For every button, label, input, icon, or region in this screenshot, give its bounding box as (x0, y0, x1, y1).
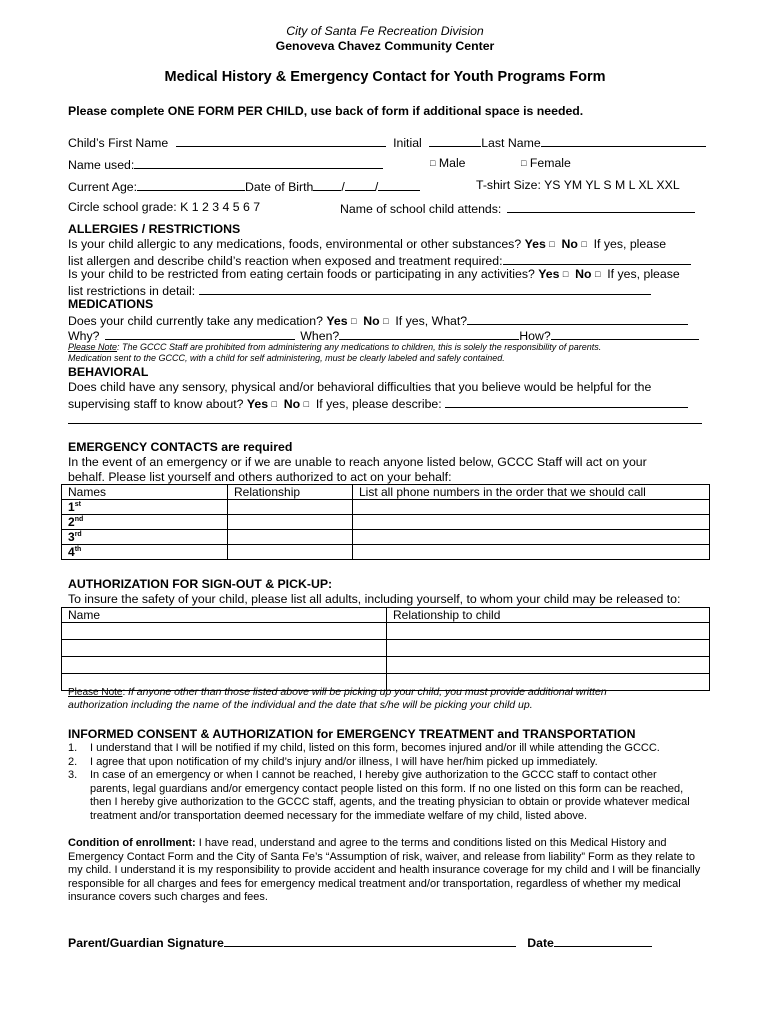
medication-note-label: Please Note (68, 342, 118, 352)
signature-label: Parent/Guardian Signature (68, 936, 224, 950)
contact-2-relationship-cell[interactable] (228, 515, 353, 530)
table-row (62, 623, 710, 640)
list-item-number: 2. (68, 755, 78, 768)
allergy-yes-checkbox[interactable]: □ (549, 239, 555, 249)
medication-no-label: No (363, 314, 380, 328)
condition-label: Condition of enrollment: (68, 837, 196, 849)
pickup-relationship-cell[interactable] (387, 623, 710, 640)
behavioral-extra-line[interactable] (68, 423, 702, 424)
dob-day-field[interactable] (345, 179, 375, 191)
column-header-name: Name (62, 608, 387, 623)
male-checkbox[interactable]: □ (430, 158, 436, 168)
page-title: Medical History & Emergency Contact for Youth Programs Form (164, 69, 606, 85)
age-label: Current Age: (68, 180, 138, 194)
dob-label: Date of Birth (245, 180, 314, 194)
table-row (62, 657, 710, 674)
behavioral-question-line2 (68, 396, 688, 410)
contact-4-phone-cell[interactable] (353, 545, 710, 560)
behavioral-if-yes: If yes, please describe: (315, 397, 442, 411)
contact-3-relationship-cell[interactable] (228, 530, 353, 545)
age-field[interactable] (137, 179, 245, 191)
contact-1-relationship-cell[interactable] (228, 500, 353, 515)
school-row (340, 201, 695, 215)
restriction-question-text: Is your child to be restricted from eating certain foods or participating in any activities? (68, 267, 535, 281)
list-item-text: In case of an emergency or when I cannot be reached, I hereby give authorization to the GCCC staff to contact other parents, legal guardians and/or emergency contact people listed on this form. If no one listed on this form can be reached, then I hereby give authorization to the GCCC staff, agents, and the treating physician to obtain or provide whatever medical treatment and/or transportation deemed necessary for the immediate welfare of my child, listed above. (90, 769, 690, 822)
medication-question (68, 313, 688, 327)
row-ordinal-suffix: nd (74, 516, 84, 523)
how-field[interactable] (551, 328, 699, 340)
medication-note-text: : The GCCC Staff are prohibited from administering any medications to children, this is solely the responsibility of parents. (117, 342, 602, 352)
row-ordinal-suffix: th (74, 546, 82, 553)
female-label: Female (529, 156, 571, 170)
contact-4-relationship-cell[interactable] (228, 545, 353, 560)
behavioral-question: Does child have any sensory, physical and/or behavioral difficulties that you believe would be helpful for the (68, 380, 652, 394)
pickup-note-line2: authorization including the name of the individual and the date that s/he will be picking your child up. (68, 699, 533, 711)
emergency-instructions: In the event of an emergency or if we are unable to reach anyone listed below, GCCC Staff will act on your (68, 455, 647, 469)
row-number: 1 (68, 500, 75, 514)
dob-sep-2: / (374, 180, 379, 194)
behavioral-yes-checkbox[interactable]: □ (271, 399, 277, 409)
center-name: Genoveva Chavez Community Center (275, 39, 495, 53)
behavioral-no-checkbox[interactable]: □ (303, 399, 310, 409)
tshirt-size-options[interactable]: T-shirt Size: YS YM YL S M L XL XXL (476, 178, 680, 192)
medication-if-yes: If yes, What? (395, 314, 468, 328)
restriction-yes-label: Yes (538, 267, 560, 281)
allergy-detail-field[interactable] (503, 253, 691, 265)
pickup-note (68, 687, 607, 698)
allergy-no-label: No (561, 237, 578, 251)
restriction-no-label: No (575, 267, 592, 281)
consent-heading: INFORMED CONSENT & AUTHORIZATION for EMERGENCY TREATMENT and TRANSPORTATION (68, 727, 636, 741)
pickup-name-cell[interactable] (62, 640, 387, 657)
name-used-field[interactable] (134, 157, 383, 169)
pickup-name-cell[interactable] (62, 623, 387, 640)
pickup-instructions: To insure the safety of your child, please list all adults, including yourself, to whom your child may be released to: (68, 592, 681, 606)
row-number: 2 (68, 515, 75, 529)
row-number: 3 (68, 530, 75, 544)
male-option[interactable] (430, 157, 466, 169)
why-label: Why? (68, 329, 100, 343)
list-item-text: I understand that I will be notified if my child, listed on this form, becomes injured and/or ill while attending the GCCC. (90, 742, 660, 754)
column-header-phone: List all phone numbers in the order that we should call (353, 485, 710, 500)
restriction-if-yes: If yes, please (607, 267, 680, 281)
behavioral-heading: BEHAVIORAL (68, 365, 149, 379)
when-field[interactable] (339, 328, 519, 340)
first-name-label: Child’s First Name (68, 136, 169, 150)
table-row (62, 545, 710, 560)
column-header-names: Names (62, 485, 228, 500)
restriction-no-checkbox[interactable]: □ (594, 269, 601, 279)
contact-1-name-cell[interactable] (62, 500, 228, 515)
emergency-contacts-table (61, 484, 710, 560)
contact-3-phone-cell[interactable] (353, 530, 710, 545)
medication-note-line2: Medication sent to the GCCC, with a child for self administering, must be clearly labeled and safely contained. (68, 353, 505, 363)
contact-3-name-cell[interactable] (62, 530, 228, 545)
restriction-detail-field[interactable] (199, 283, 651, 295)
dob-year-field[interactable] (378, 179, 420, 191)
list-item-text: I agree that upon notification of my child’s injury and/or illness, I will have her/him picked up immediately. (90, 755, 598, 768)
pickup-note-colon: : (122, 687, 126, 698)
pickup-note-text: If anyone other than those listed above will be picking up your child, you must provide additional written (128, 686, 607, 698)
behavioral-question-text: supervising staff to know about? (68, 397, 244, 411)
signature-field[interactable] (224, 935, 516, 947)
table-row (62, 500, 710, 515)
when-label: When? (300, 329, 340, 343)
condition-of-enrollment (68, 837, 704, 905)
why-field[interactable] (105, 328, 295, 340)
name-used-row (68, 157, 383, 171)
allergy-question-text: Is your child allergic to any medications, foods, environmental or other substances? (68, 237, 522, 251)
date-label: Date (527, 936, 554, 950)
medication-details-row (68, 328, 699, 342)
first-name-field[interactable] (176, 135, 386, 147)
restriction-yes-checkbox[interactable]: □ (562, 269, 569, 279)
last-name-label: Last Name (481, 136, 541, 150)
pickup-table (61, 607, 710, 691)
allergy-question (68, 238, 666, 250)
contact-2-name-cell[interactable] (62, 515, 228, 530)
contact-1-phone-cell[interactable] (353, 500, 710, 515)
pickup-relationship-cell[interactable] (387, 657, 710, 674)
contact-2-phone-cell[interactable] (353, 515, 710, 530)
medication-note (68, 343, 601, 352)
female-option[interactable] (521, 157, 571, 169)
table-header-row (62, 608, 710, 623)
behavioral-describe-field[interactable] (445, 396, 688, 408)
allergy-if-yes: If yes, please (593, 237, 667, 251)
restriction-detail-row (68, 283, 651, 297)
emergency-heading: EMERGENCY CONTACTS are required (68, 440, 293, 454)
first-name-row (68, 135, 706, 149)
pickup-name-cell[interactable] (62, 657, 387, 674)
table-row (62, 530, 710, 545)
list-item (68, 756, 698, 770)
medication-yes-label: Yes (326, 314, 348, 328)
row-ordinal-suffix: rd (74, 531, 82, 538)
list-item (68, 769, 698, 823)
school-label: Name of school child attends: (340, 202, 502, 216)
restriction-question (68, 268, 680, 280)
emergency-instructions-line2: behalf. Please list yourself and others authorized to act on your behalf: (68, 470, 452, 484)
behavioral-yes-label: Yes (246, 397, 269, 411)
division-name: City of Santa Fe Recreation Division (286, 24, 484, 38)
table-header-row (62, 485, 710, 500)
how-label: How? (519, 329, 551, 343)
allergy-no-checkbox[interactable]: □ (581, 239, 587, 249)
row-ordinal-suffix: st (74, 501, 81, 508)
pickup-relationship-cell[interactable] (387, 640, 710, 657)
list-item-number: 1. (68, 742, 78, 754)
contact-4-name-cell[interactable] (62, 545, 228, 560)
medication-yes-checkbox[interactable]: □ (351, 316, 357, 326)
allergy-detail-label: list allergen and describe child’s reaction when exposed and treatment required: (68, 254, 503, 268)
male-label: Male (438, 156, 466, 170)
allergy-detail-row (68, 253, 691, 267)
name-used-label: Name used: (68, 158, 135, 172)
row-number: 4 (68, 545, 75, 559)
age-dob-row (68, 179, 420, 193)
school-grade-options[interactable]: Circle school grade: K 1 2 3 4 5 6 7 (68, 200, 261, 214)
pickup-note-label: Please Note (68, 687, 123, 698)
medication-question-text: Does your child currently take any medication? (68, 314, 323, 328)
allergies-heading: ALLERGIES / RESTRICTIONS (68, 222, 241, 236)
column-header-relationship: Relationship (228, 485, 353, 500)
medication-what-field[interactable] (467, 313, 688, 325)
last-name-field[interactable] (541, 135, 706, 147)
dob-sep-1: / (341, 180, 345, 194)
restriction-detail-label: list restrictions in detail: (68, 284, 196, 298)
medications-heading: MEDICATIONS (68, 297, 154, 311)
allergy-yes-label: Yes (524, 237, 546, 251)
female-checkbox[interactable]: □ (521, 158, 527, 168)
instructions: Please complete ONE FORM PER CHILD, use back of form if additional space is needed. (68, 104, 584, 118)
list-item (68, 742, 698, 756)
column-header-relationship-to-child: Relationship to child (387, 608, 710, 623)
dob-month-field[interactable] (313, 179, 341, 191)
school-field[interactable] (507, 201, 695, 213)
table-row (62, 640, 710, 657)
initial-label: Initial (393, 136, 422, 150)
initial-field[interactable] (429, 135, 481, 147)
condition-text: I have read, understand and agree to the terms and conditions listed on this Medical History and Emergency Contact Form and the City of Santa Fe’s “Assumption of risk, waiver, and release from liability” Form as they relate to my child. I understand it is my responsibility to provide accident and health insurance coverage for my child and I will be financially responsible for all charges and fees for emergency medical treatment and/or transportation, regardless of whether my medical insurance covers such charges and fees. (68, 837, 701, 903)
consent-list (68, 742, 698, 823)
list-item-number: 3. (68, 769, 78, 781)
pickup-heading: AUTHORIZATION FOR SIGN-OUT & PICK-UP: (68, 577, 333, 591)
date-field[interactable] (554, 935, 652, 947)
table-row (62, 515, 710, 530)
medication-no-checkbox[interactable]: □ (383, 316, 389, 326)
signature-row (68, 935, 652, 949)
behavioral-no-label: No (283, 397, 301, 411)
